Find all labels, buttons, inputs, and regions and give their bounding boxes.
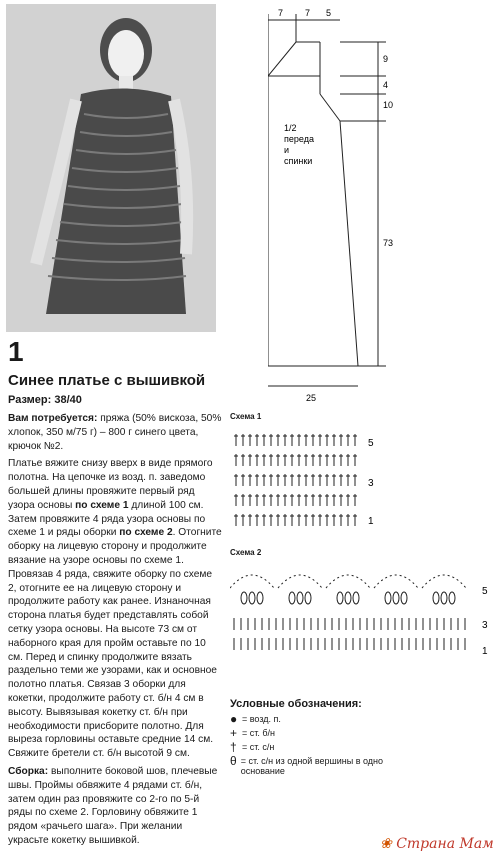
inner-label-1: 1/2 [284, 123, 297, 133]
intro-text: Платье вяжите снизу вверх в виде прямого полотна. На цепочке из возд. п. заведомо большей длины провяжите первый ряд узора основы [8, 458, 213, 511]
dim-right-1: 9 [383, 54, 389, 64]
assembly-text: выполните боковой шов, плечевые швы. Проймы обвяжите 4 рядами ст. б/н, затем один раз провяжите со 2-го по 5-й ряды по схеме 2. Горловину обвяжите 1 рядом «рачьего шага». При желании украсьте кокетку вышивкой. [8, 765, 218, 846]
petal-mark [449, 592, 455, 604]
project-number: 1 [8, 336, 24, 367]
petal-mark [441, 592, 447, 604]
legend-text: = возд. п. [242, 714, 281, 724]
dim-right-2: 4 [383, 80, 389, 90]
petal-mark [345, 592, 351, 604]
inner-label-4: спинки [284, 156, 313, 166]
cluster-icon: θ [230, 754, 237, 768]
legend-heading: Условные обозначения: [230, 698, 362, 710]
legend-item [230, 756, 410, 776]
scheme1-label: Схема 1 [230, 412, 262, 421]
legend-item [230, 742, 410, 753]
dim-top-1: 7 [278, 8, 284, 18]
intro-text-2: длиной 100 см. Затем провяжите 4 ряда узора основы по схеме 1 и ряды оборки [8, 499, 206, 539]
materials-label: Вам потребуется: [8, 413, 98, 424]
legend-text: = ст. б/н [242, 728, 276, 738]
dim-top-3: 5 [326, 8, 332, 18]
brand-logo [380, 836, 494, 852]
flower-icon: ❀ [380, 836, 392, 852]
scheme1-row-3: 3 [368, 478, 374, 489]
petal-mark [257, 592, 263, 604]
petal-mark [393, 592, 399, 604]
scheme1-row-1: 1 [368, 516, 374, 527]
petal-mark [249, 592, 255, 604]
petal-mark [241, 592, 247, 604]
scheme2-row-1: 1 [482, 646, 488, 657]
arch-mark [278, 575, 322, 588]
intro-bold-2: по схеме 2 [119, 527, 173, 539]
arch-mark [326, 575, 370, 588]
scheme2-row-3: 3 [482, 620, 488, 631]
chain-stitch-icon: ● [230, 712, 238, 726]
brand-text: Страна Мам [396, 836, 494, 852]
petal-mark [289, 592, 295, 604]
petal-mark [305, 592, 311, 604]
dim-top-2: 7 [305, 8, 311, 18]
scheme1-row-5: 5 [368, 438, 374, 449]
intro-text-3: . Отогните оборку на лицевую сторону и продолжите вязание на узоре основы по схеме 1. Провязав 4 ряда, свяжите оборку по схеме 2, отогните ее на лицевую сторону и продолжите работу как ранее. Изнаночная сторона платья будет представлять собой сетку узора основы. На высоте 73 см от наборного края для пройм оставьте по 10 см. Перед и спинку продолжите вязать раздельно теми же узорами, как и основное полотно платья. Связав 3 оборки для кокетки, продолжите работу ст. б/н 4 см в высоту. Вывязывая кокетку ст. б/н при необходимости присборите полотно. Для выреза горловины оставьте средние 14 см. Свяжите бретели ст. б/н высотой 9 см. [8, 527, 222, 760]
legend-item [230, 728, 410, 739]
petal-mark [353, 592, 359, 604]
petal-mark [337, 592, 343, 604]
legend-item [230, 714, 410, 725]
materials-text: пряжа (50% вискоза, 50% хлопок, 350 м/75 г) – 800 г синего цвета, крючок №2. [8, 413, 222, 452]
petal-mark [401, 592, 407, 604]
model-photo [6, 4, 216, 332]
single-crochet-icon: + [230, 726, 238, 740]
dim-bottom: 25 [306, 393, 317, 403]
petal-mark [385, 592, 391, 604]
dim-right-3: 10 [383, 100, 394, 110]
arch-mark [374, 575, 418, 588]
inner-label-2: переда [284, 134, 314, 144]
size-line: Размер: 38/40 [8, 394, 82, 406]
legend-text: = ст. с/н из одной вершины в одно основание [240, 756, 384, 776]
scheme2-chart [230, 560, 492, 660]
scheme1-chart [230, 424, 380, 534]
intro-bold-1: по схеме 1 [75, 499, 129, 511]
arch-mark [230, 575, 274, 588]
scheme2-label: Схема 2 [230, 548, 262, 557]
assembly-paragraph [8, 765, 222, 848]
assembly-label: Сборка: [8, 765, 49, 777]
legend [230, 698, 410, 779]
petal-mark [433, 592, 439, 604]
arch-mark [422, 575, 466, 588]
double-crochet-icon: † [230, 740, 237, 754]
petal-mark [297, 592, 303, 604]
instructions [8, 412, 222, 852]
scheme2-row-5: 5 [482, 586, 488, 597]
pattern-diagram [268, 6, 498, 406]
materials-paragraph [8, 412, 222, 453]
legend-text: = ст. с/н [242, 742, 275, 752]
main-paragraph [8, 457, 222, 761]
inner-label-3: и [284, 145, 290, 155]
dim-right-4: 73 [383, 238, 394, 248]
page-title: Синее платье с вышивкой [8, 372, 206, 389]
